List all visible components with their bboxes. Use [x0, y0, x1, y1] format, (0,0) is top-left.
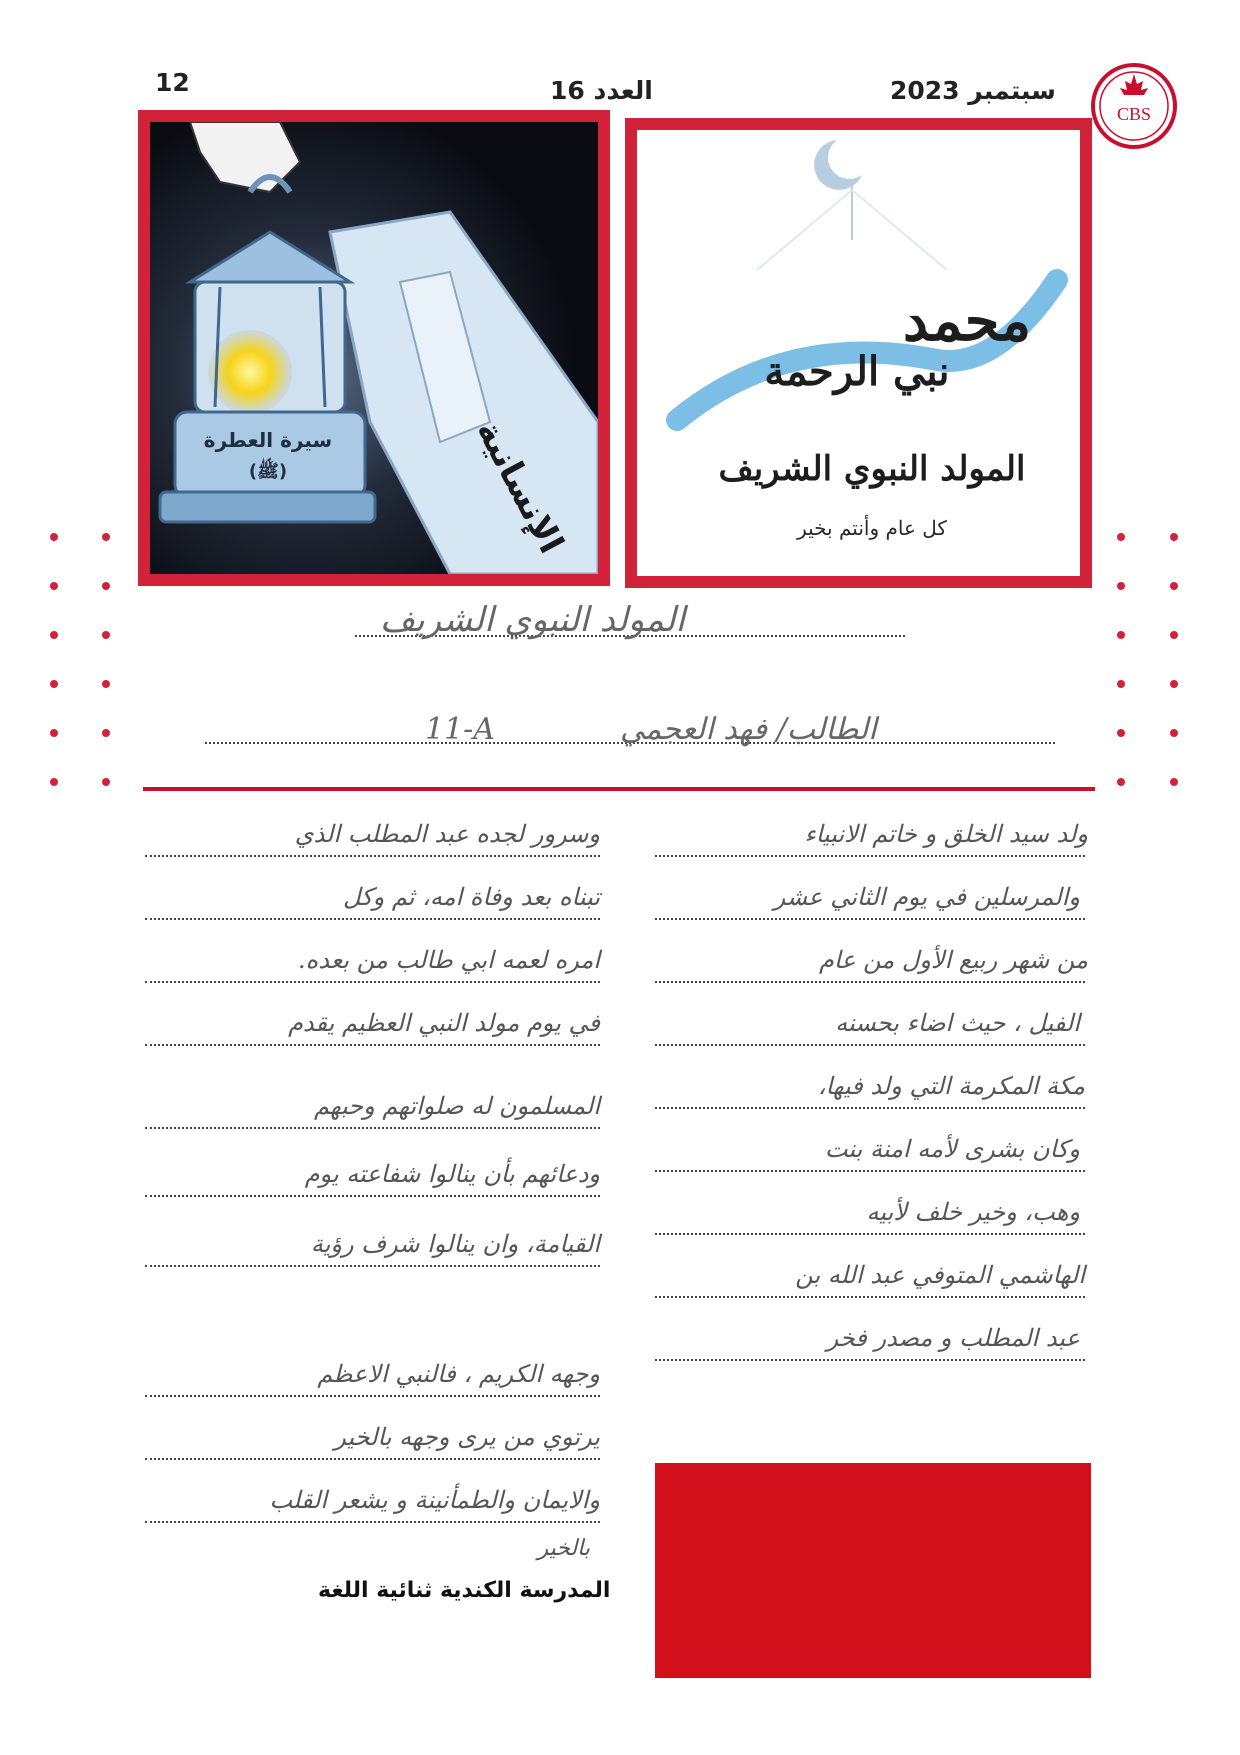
issue-number: العدد 16 — [550, 76, 653, 105]
essay-line: في يوم مولد النبي العظيم يقدم — [288, 1009, 600, 1037]
essay-line: المسلمون له صلواتهم وحبهم — [314, 1092, 600, 1120]
issue-date: سبتمبر 2023 — [890, 76, 1056, 105]
student-class: 11-A — [425, 712, 495, 747]
card-greeting: كل عام وأنتم بخير — [797, 516, 947, 540]
essay-line: عبد المطلب و مصدر فخر — [826, 1324, 1080, 1352]
essay-line: الهاشمي المتوفي عبد الله بن — [795, 1261, 1085, 1289]
red-block — [655, 1463, 1091, 1678]
lantern-illustration — [138, 110, 610, 586]
lantern-label-saw: (ﷺ) — [248, 461, 288, 482]
card-caption: المولد النبوي الشريف — [718, 449, 1026, 489]
logo-text: CBS — [1116, 104, 1152, 124]
essay-line: من شهر ربيع الأول من عام — [819, 946, 1088, 974]
essay-line: وهب، وخير خلف لأبيه — [866, 1198, 1080, 1226]
essay-line: بالخير — [537, 1536, 590, 1561]
student-name: الطالب/ فهد العجمي — [620, 712, 877, 747]
essay-line: والايمان والطمأنينة و يشعر القلب — [269, 1486, 600, 1514]
page-number: 12 — [155, 68, 190, 97]
calligraphy-prophet-of-mercy: نبي الرحمة — [764, 348, 950, 395]
section-divider — [143, 787, 1095, 791]
essay-line: تبناه بعد وفاة امه، ثم وكل — [343, 883, 600, 911]
essay-line: مكة المكرمة التي ولد فيها، — [817, 1072, 1085, 1100]
mawlid-greeting-card — [625, 118, 1092, 588]
lantern-label-sira: سيرة العطرة — [203, 428, 333, 452]
essay-line: القيامة، وان ينالوا شرف رؤية — [310, 1230, 600, 1258]
school-name-footer: المدرسة الكندية ثنائية اللغة — [318, 1578, 611, 1603]
school-logo — [1090, 62, 1178, 150]
essay-line: امره لعمه ابي طالب من بعده. — [298, 946, 600, 974]
essay-line: وكان بشرى لأمه امنة بنت — [824, 1135, 1080, 1163]
essay-line: يرتوي من يرى وجهه بالخير — [334, 1423, 600, 1451]
article-title: المولد النبوي الشريف — [380, 600, 685, 640]
essay-line: الفيل ، حيث اضاء بحسنه — [835, 1009, 1080, 1037]
essay-line: والمرسلين في يوم الثاني عشر — [773, 883, 1080, 911]
calligraphy-muhammad: محمد — [903, 288, 1031, 354]
essay-line: وجهه الكريم ، فالنبي الاعظم — [317, 1360, 600, 1388]
scroll-label-humanity: الإنسانية — [468, 413, 572, 560]
essay-line: ودعائهم بأن ينالوا شفاعته يوم — [304, 1160, 600, 1188]
essay-line: وسرور لجده عبد المطلب الذي — [294, 820, 600, 848]
essay-line: ولد سيد الخلق و خاتم الانبياء — [804, 820, 1088, 848]
